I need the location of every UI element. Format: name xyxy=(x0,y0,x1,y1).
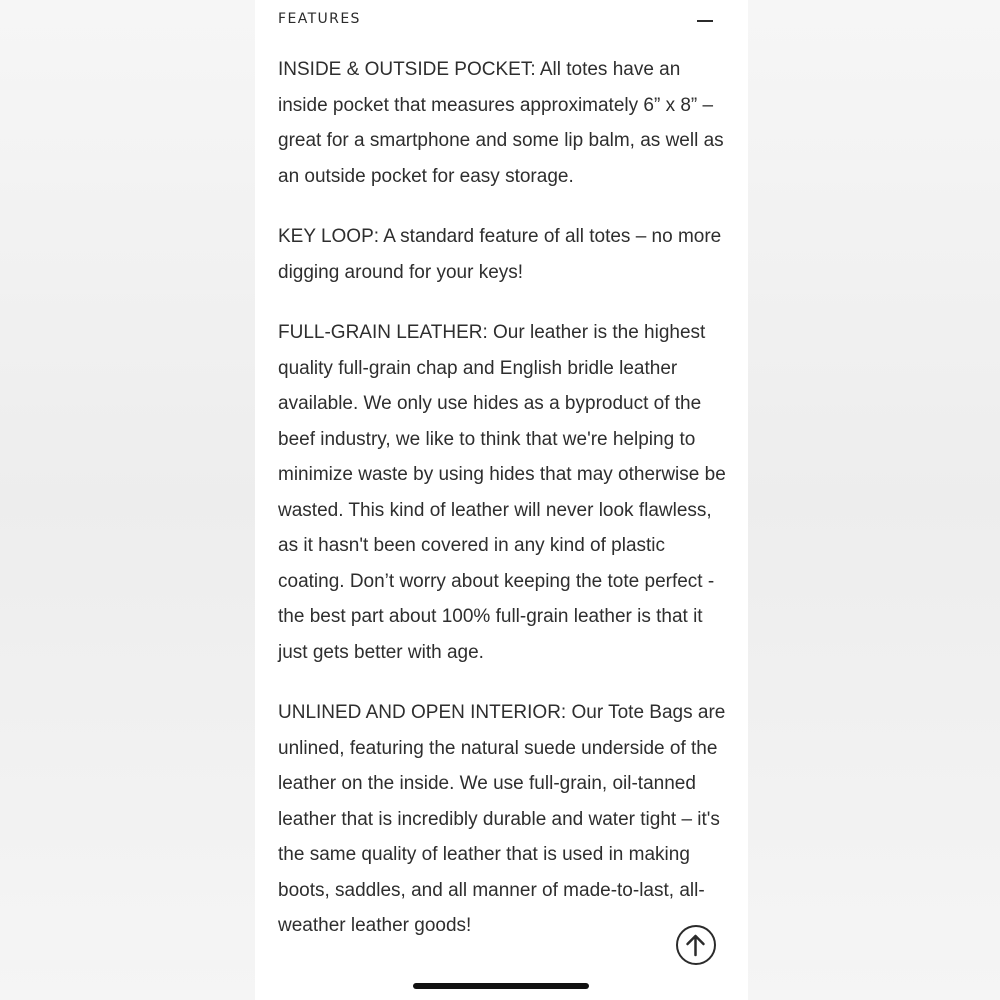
background-left xyxy=(0,0,255,1000)
minus-icon[interactable] xyxy=(692,8,718,34)
features-accordion-header[interactable] xyxy=(278,8,718,34)
paragraph-leather: FULL-GRAIN LEATHER: Our leather is the highest quality full-grain chap and English bridle leather available. We only use hides as a byproduct of the beef industry, we like to think that we're helping to minimize waste by using hides that may otherwise be wasted. This kind of leather will never look flawless, as it hasn't been covered in any kind of plastic coating. Don’t worry about keeping the tote perfect - the best part about 100% full-grain leather is that it just gets better with age. xyxy=(278,322,726,663)
features-content xyxy=(278,52,728,969)
paragraph-interior: UNLINED AND OPEN INTERIOR: Our Tote Bags are unlined, featuring the natural suede underside of the leather on the inside. We use full-grain, oil-tanned leather that is incredibly durable and water tight – it's the same quality of leather that is used in making boots, saddles, and all manner of made-to-last, all-weather leather goods! xyxy=(278,702,726,936)
background-right xyxy=(745,0,1000,1000)
phone-screen xyxy=(255,0,748,1000)
home-indicator[interactable] xyxy=(413,983,589,989)
paragraph-key-loop: KEY LOOP: A standard feature of all totes – no more digging around for your keys! xyxy=(278,226,722,283)
arrow-up-circle-icon[interactable] xyxy=(676,925,716,965)
section-title: FEATURES xyxy=(278,11,361,27)
paragraph-pocket: INSIDE & OUTSIDE POCKET: All totes have an inside pocket that measures approximately 6” x 8” – great for a smartphone and some lip balm, as well as an outside pocket for easy storage. xyxy=(278,59,724,187)
